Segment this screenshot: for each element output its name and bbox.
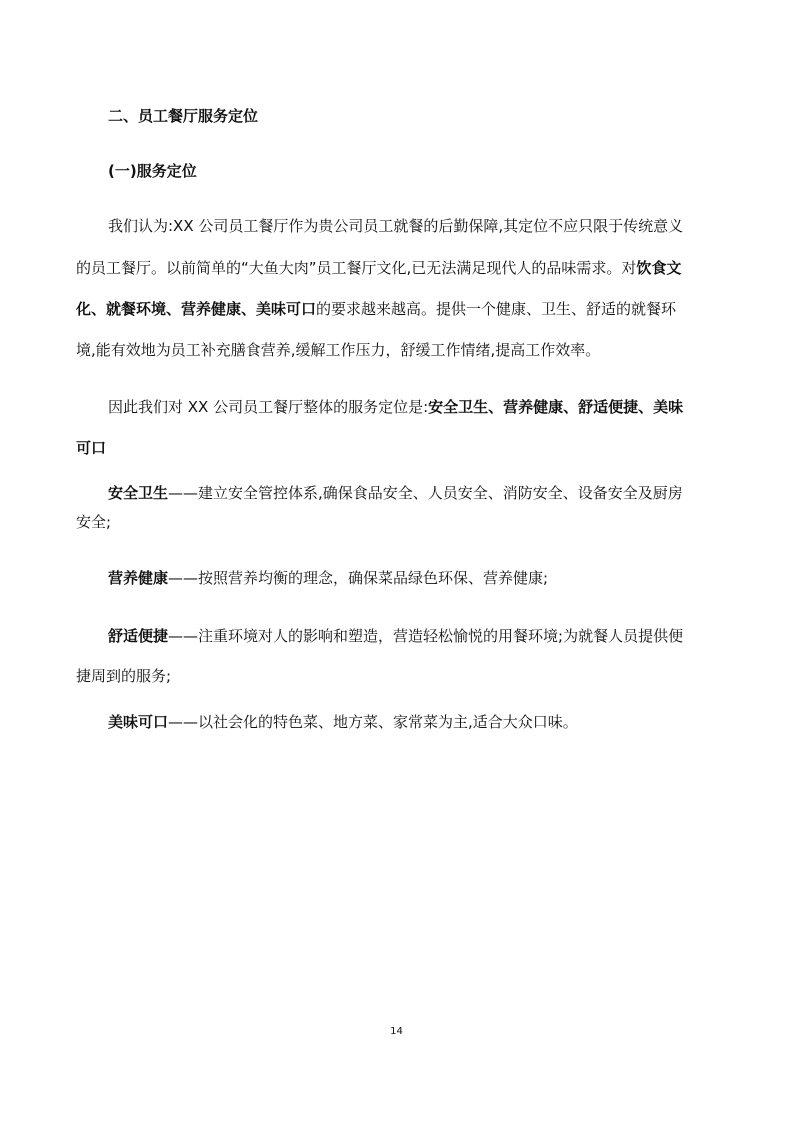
item-safety-line-2: 安全; [76,513,112,531]
page-number: 14 [390,1026,403,1037]
paragraph-1-line-1: 我们认为:XX 公司员工餐厅作为贵公司员工就餐的后勤保障,其定位不应只限于传统意义 [108,217,684,235]
paragraph-1-line-3: 化、就餐环境、营养健康、美味可口的要求越来越高。提供一个健康、卫生、舒适的就餐环 [76,300,677,318]
item-taste-line-1: 美味可口——以社会化的特色菜、地方菜、家常菜为主,适合大众口味。 [108,713,578,731]
item-comfort-line-1: 舒适便捷——注重环境对人的影响和塑造，营造轻松愉悦的用餐环境;为就餐人员提供便 [108,627,684,645]
item-safety-line-1: 安全卫生——建立安全管控体系,确保食品安全、人员安全、消防安全、设备安全及厨房 [108,484,683,502]
section-heading: 二、员工餐厅服务定位 [108,107,259,125]
item-comfort-line-2: 捷周到的服务; [76,667,172,685]
paragraph-1-line-4: 境,能有效地为员工补充膳食营养,缓解工作压力，舒缓工作情绪,提高工作效率。 [76,341,601,359]
paragraph-2-line-2: 可口 [76,439,107,457]
item-nutrition-line-1: 营养健康——按照营养均衡的理念，确保菜品绿色环保、营养健康; [108,569,549,587]
subsection-heading: (一)服务定位 [108,162,197,180]
paragraph-2-line-1: 因此我们对 XX 公司员工餐厅整体的服务定位是:安全卫生、营养健康、舒适便捷、美味 [108,398,684,416]
paragraph-1-line-2: 的员工餐厅。以前简单的“大鱼大肉”员工餐厅文化,已无法满足现代人的品味需求。对饮食文 [76,259,682,277]
